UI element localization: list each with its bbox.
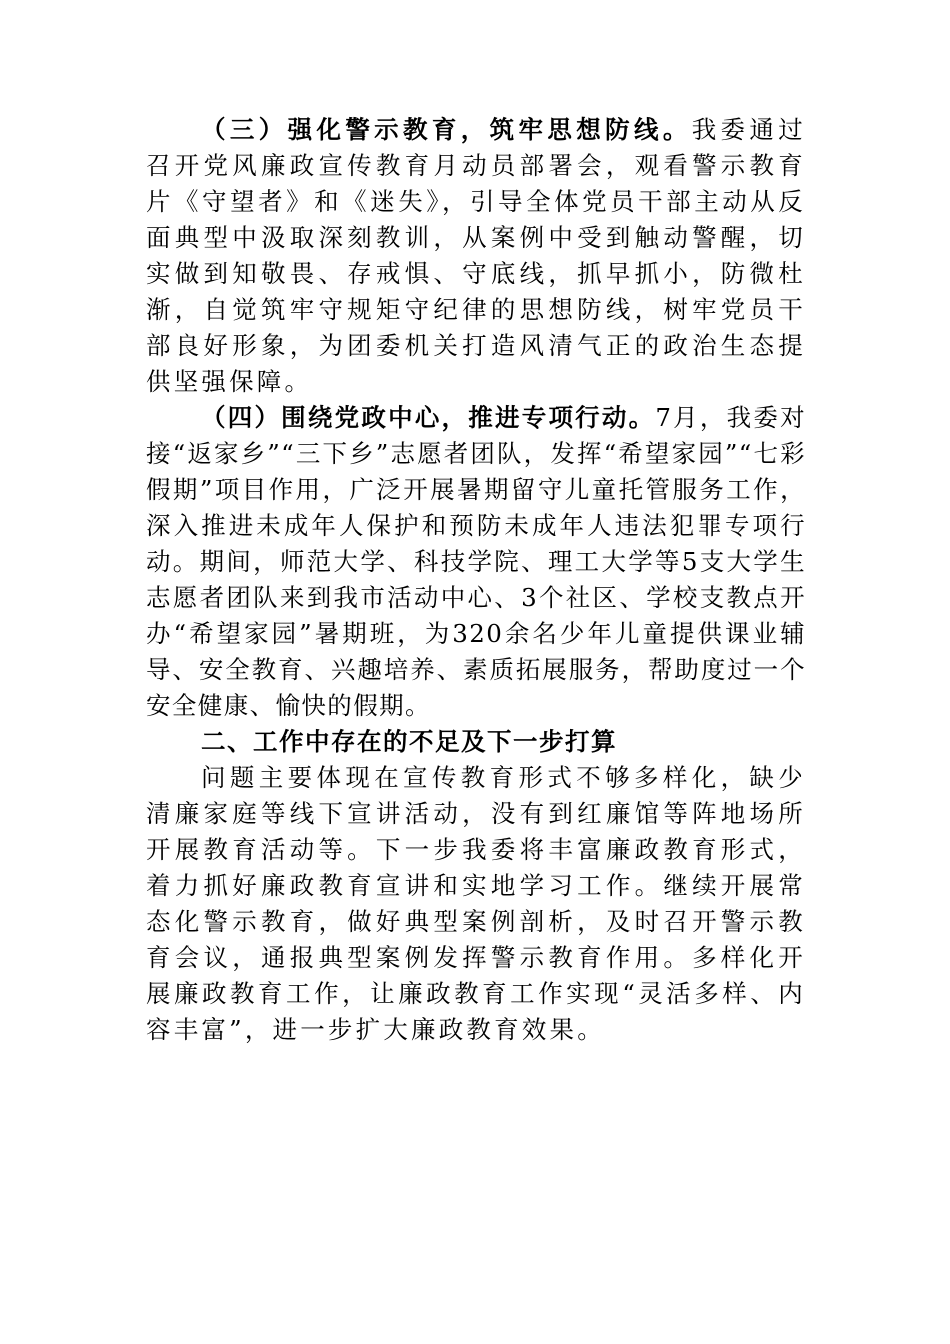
section-4-paragraph bbox=[146, 400, 806, 724]
section-3-paragraph bbox=[146, 112, 806, 400]
document-page bbox=[146, 112, 806, 1048]
section-4-body: 7月，我委对接“返家乡”“三下乡”志愿者团队，发挥“希望家园”“七彩假期”项目作用，广泛开展暑期留守儿童托管服务工作，深入推进未成年人保护和预防未成年人违法犯罪专项行动。期间，师范大学、科技学院、理工大学等5支大学生志愿者团队来到我市活动中心、3个社区、学校支教点开办“希望家园”暑期班，为320余名少年儿童提供课业辅导、安全教育、兴趣培养、素质拓展服务，帮助度过一个安全健康、愉快的假期。 bbox=[146, 403, 806, 720]
section-4-lead: （四）围绕党政中心，推进专项行动。 bbox=[201, 403, 656, 432]
closing-paragraph: 问题主要体现在宣传教育形式不够多样化，缺少清廉家庭等线下宣讲活动，没有到红廉馆等阵地场所开展教育活动等。下一步我委将丰富廉政教育形式，着力抓好廉政教育宣讲和实地学习工作。继续开展常态化警示教育，做好典型案例剖析，及时召开警示教育会议，通报典型案例发挥警示教育作用。多样化开展廉政教育工作，让廉政教育工作实现“灵活多样、内容丰富”，进一步扩大廉政教育效果。 bbox=[146, 763, 806, 1044]
section-3-body: 我委通过召开党风廉政宣传教育月动员部署会，观看警示教育片《守望者》和《迷失》，引导全体党员干部主动从反面典型中汲取深刻教训，从案例中受到触动警醒，切实做到知敬畏、存戒惧、守底线，抓早抓小，防微杜渐，自觉筑牢守规矩守纪律的思想防线，树牢党员干部良好形象，为团委机关打造风清气正的政治生态提供坚强保障。 bbox=[146, 115, 806, 396]
heading-2: 二、工作中存在的不足及下一步打算 bbox=[201, 727, 617, 756]
section-3-lead: （三）强化警示教育，筑牢思想防线。 bbox=[201, 115, 692, 144]
